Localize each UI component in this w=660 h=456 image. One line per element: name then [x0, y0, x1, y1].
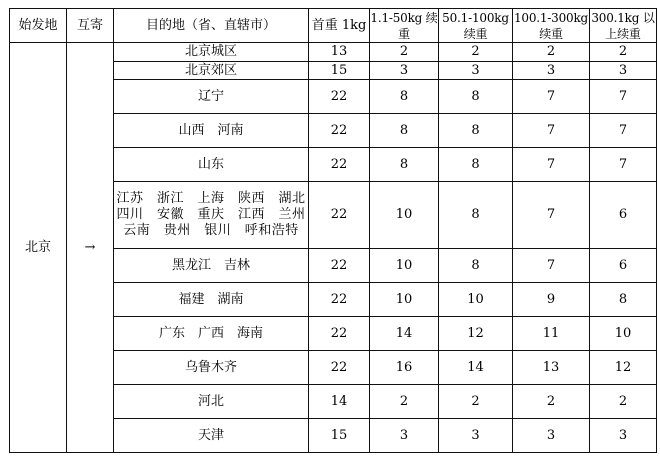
range3-cell: 3: [513, 419, 590, 453]
range4-cell: 12: [590, 351, 657, 385]
destination-cell-multiline: [114, 182, 309, 249]
range2-cell: 3: [439, 62, 513, 80]
header-row: [10, 9, 657, 43]
range1-cell: 10: [370, 283, 439, 317]
range4-cell: 7: [590, 148, 657, 182]
first-weight-cell: 22: [309, 182, 370, 249]
range1-cell: 8: [370, 80, 439, 114]
first-weight-cell: 22: [309, 80, 370, 114]
range4-cell: 7: [590, 114, 657, 148]
range4-cell: 10: [590, 317, 657, 351]
destination-line: 云南 贵州 银川 呼和浩特: [123, 223, 299, 238]
range4-cell: 7: [590, 80, 657, 114]
range1-cell: 8: [370, 148, 439, 182]
shipping-rate-table: [9, 8, 657, 453]
range3-cell: 7: [513, 148, 590, 182]
first-weight-cell: 15: [309, 419, 370, 453]
header-range-3: 100.1-300kg 续重: [513, 10, 589, 41]
mutual-arrow: →: [67, 43, 114, 453]
range3-cell: 7: [513, 114, 590, 148]
range3-cell: 11: [513, 317, 590, 351]
destination-cell: 福建 湖南: [114, 283, 309, 317]
range4-cell: 2: [590, 385, 657, 419]
first-weight-cell: 22: [309, 148, 370, 182]
range2-cell: 8: [439, 182, 513, 249]
range3-cell: 7: [513, 80, 590, 114]
range3-cell: 7: [513, 182, 590, 249]
destination-cell: 山东: [114, 148, 309, 182]
range2-cell: 8: [439, 148, 513, 182]
origin-cell: 北京: [10, 43, 67, 453]
first-weight-cell: 22: [309, 317, 370, 351]
header-range-4: 300.1kg 以上续重: [591, 10, 655, 41]
range1-cell: 16: [370, 351, 439, 385]
range1-cell: 2: [370, 43, 439, 62]
range2-cell: 2: [439, 43, 513, 62]
range2-cell: 8: [439, 114, 513, 148]
header-destination: 目的地（省、直辖市）: [114, 9, 309, 43]
destination-cell: 山西 河南: [114, 114, 309, 148]
destination-cell: 黑龙江 吉林: [114, 249, 309, 283]
header-range-2: 50.1-100kg 续重: [439, 9, 513, 43]
range3-cell: 9: [513, 283, 590, 317]
first-weight-cell: 22: [309, 249, 370, 283]
range1-cell: 3: [370, 419, 439, 453]
first-weight-cell: 22: [309, 351, 370, 385]
destination-line: 江苏 浙江 上海 陕西 湖北: [116, 191, 306, 206]
header-first-weight: 首重 1kg: [309, 9, 370, 43]
range1-cell: 3: [370, 62, 439, 80]
range2-cell: 12: [439, 317, 513, 351]
range4-cell: 3: [590, 62, 657, 80]
range3-cell: 2: [513, 43, 590, 62]
destination-cell: 北京郊区: [114, 62, 309, 80]
table-row: [10, 43, 657, 62]
destination-cell: 河北: [114, 385, 309, 419]
range3-cell: 7: [513, 249, 590, 283]
first-weight-cell: 14: [309, 385, 370, 419]
first-weight-cell: 22: [309, 114, 370, 148]
first-weight-cell: 15: [309, 62, 370, 80]
range3-cell: 2: [513, 385, 590, 419]
range4-cell: 6: [590, 249, 657, 283]
range1-cell: 8: [370, 114, 439, 148]
range3-cell: 3: [513, 62, 590, 80]
range3-cell: 13: [513, 351, 590, 385]
range1-cell: 10: [370, 182, 439, 249]
first-weight-cell: 13: [309, 43, 370, 62]
destination-line: 四川 安徽 重庆 江西 兰州: [116, 207, 306, 222]
range2-cell: 2: [439, 385, 513, 419]
range2-cell: 10: [439, 283, 513, 317]
destination-cell: 北京城区: [114, 43, 309, 62]
range4-cell: 3: [590, 419, 657, 453]
destination-cell: 辽宁: [114, 80, 309, 114]
range1-cell: 10: [370, 249, 439, 283]
destination-cell: 乌鲁木齐: [114, 351, 309, 385]
range1-cell: 14: [370, 317, 439, 351]
range2-cell: 8: [439, 80, 513, 114]
range4-cell: 2: [590, 43, 657, 62]
range1-cell: 2: [370, 385, 439, 419]
header-range-1: 1.1-50kg 续重: [370, 10, 438, 41]
destination-cell: 广东 广西 海南: [114, 317, 309, 351]
range4-cell: 6: [590, 182, 657, 249]
range2-cell: 8: [439, 249, 513, 283]
first-weight-cell: 22: [309, 283, 370, 317]
range4-cell: 8: [590, 283, 657, 317]
destination-cell: 天津: [114, 419, 309, 453]
range2-cell: 14: [439, 351, 513, 385]
header-origin: 始发地: [10, 9, 67, 43]
range2-cell: 3: [439, 419, 513, 453]
header-mutual: 互寄: [67, 9, 114, 43]
